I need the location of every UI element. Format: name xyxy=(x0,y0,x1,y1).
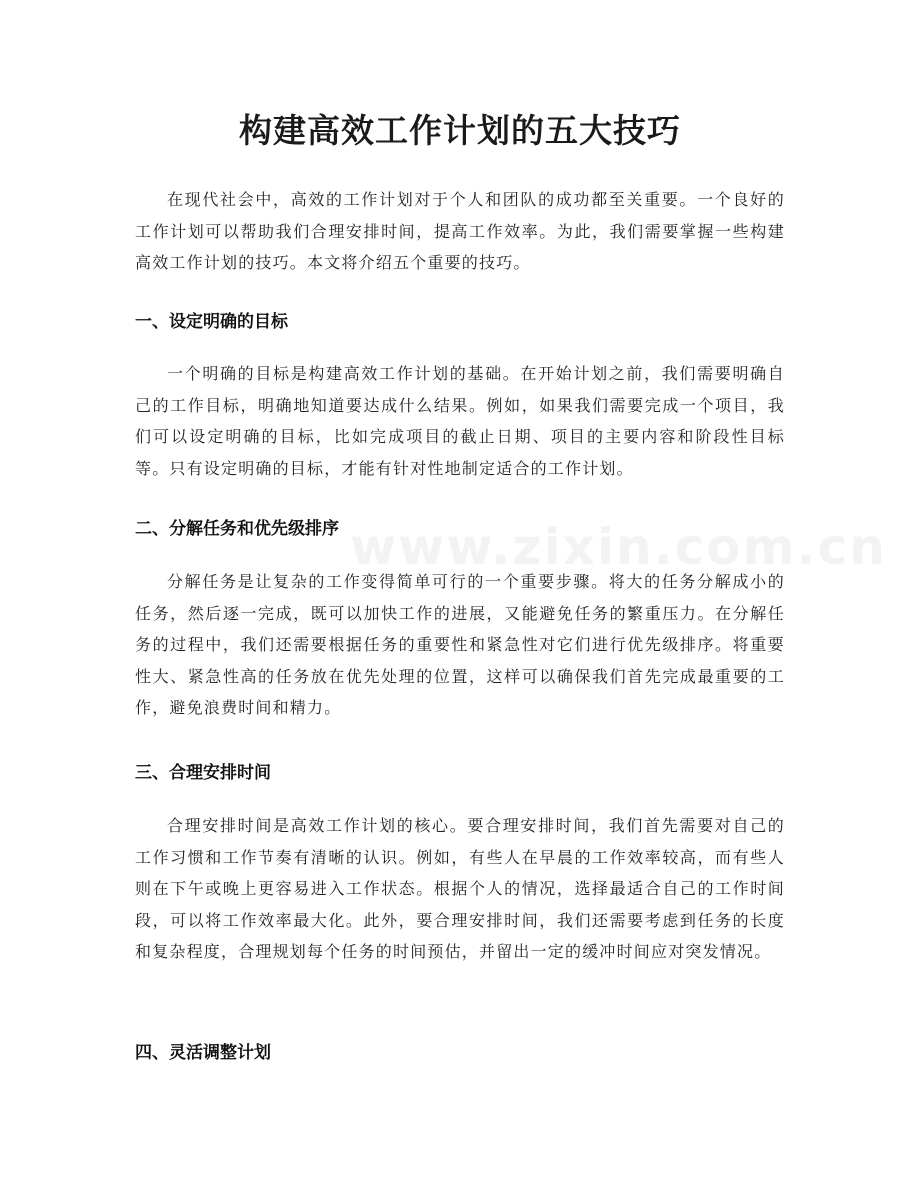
section-3-paragraph: 合理安排时间是高效工作计划的核心。要合理安排时间，我们首先需要对自己的工作习惯和工作节奏有清晰的认识。例如，有些人在早晨的工作效率较高，而有些人则在下午或晚上更容易进入工作状态。根据个人的情况，选择最适合自己的工作时间段，可以将工作效率最大化。此外，要合理安排时间，我们还需要考虑到任务的长度和复杂程度，合理规划每个任务的时间预估，并留出一定的缓冲时间应对突发情况。 xyxy=(135,816,785,961)
intro-paragraph: 在现代社会中，高效的工作计划对于个人和团队的成功都至关重要。一个良好的工作计划可以帮助我们合理安排时间，提高工作效率。为此，我们需要掌握一些构建高效工作计划的技巧。本文将介绍五个重要的技巧。 xyxy=(135,190,785,272)
section-2-heading: 二、分解任务和优先级排序 xyxy=(135,519,339,539)
section-4-heading: 四、灵活调整计划 xyxy=(135,1043,271,1063)
section-2-paragraph: 分解任务是让复杂的工作变得简单可行的一个重要步骤。将大的任务分解成小的任务，然后逐一完成，既可以加快工作的进展，又能避免任务的繁重压力。在分解任务的过程中，我们还需要根据任务的重要性和紧急性对它们进行优先级排序。将重要性大、紧急性高的任务放在优先处理的位置，这样可以确保我们首先完成最重要的工作，避免浪费时间和精力。 xyxy=(135,572,785,717)
section-3-heading: 三、合理安排时间 xyxy=(135,763,271,783)
watermark: www.zixin.com.cn xyxy=(350,518,887,576)
section-1-heading: 一、设定明确的目标 xyxy=(135,312,288,332)
document-title: 构建高效工作计划的五大技巧 xyxy=(239,111,681,150)
section-1-paragraph: 一个明确的目标是构建高效工作计划的基础。在开始计划之前，我们需要明确自己的工作目标，明确地知道要达成什么结果。例如，如果我们需要完成一个项目，我们可以设定明确的目标，比如完成项目的截止日期、项目的主要内容和阶段性目标等。只有设定明确的目标，才能有针对性地制定适合的工作计划。 xyxy=(135,364,785,478)
